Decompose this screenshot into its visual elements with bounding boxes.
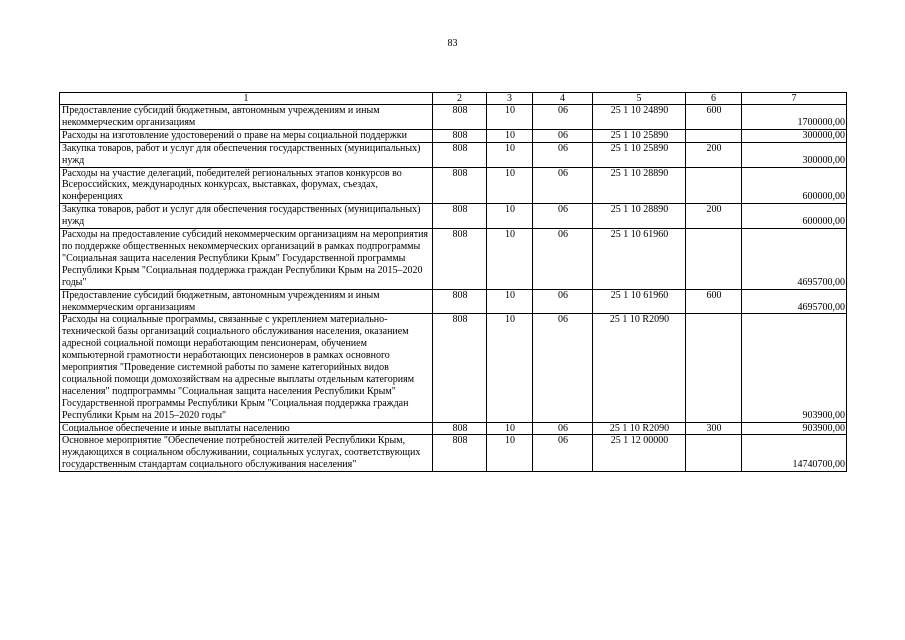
row-col5-cell: 25 1 10 R2090 (593, 422, 686, 435)
row-col5-cell: 25 1 10 61960 (593, 229, 686, 290)
row-col4-cell: 06 (533, 105, 593, 130)
header-cell-7: 7 (742, 93, 847, 105)
row-col4-cell: 06 (533, 435, 593, 472)
row-amount-cell: 903900,00 (742, 314, 847, 422)
row-col6-cell: 600 (686, 289, 742, 314)
row-col5-cell: 25 1 10 R2090 (593, 314, 686, 422)
row-name-cell: Расходы на предоставление субсидий некоммерческим организациям на мероприятия по поддержке общественных некоммерческих организаций в рамках подпрограммы "Социальная защита населения Республики Крым" Государственной программы Республики Крым "Социальная поддержка граждан Республики Крым на 2015–2020 годы" (60, 229, 433, 290)
row-amount-cell: 903900,00 (742, 422, 847, 435)
row-col3-cell: 10 (487, 314, 533, 422)
row-amount-cell: 1700000,00 (742, 105, 847, 130)
header-cell-1: 1 (60, 93, 433, 105)
row-col6-cell: 600 (686, 105, 742, 130)
row-col5-cell: 25 1 10 28890 (593, 204, 686, 229)
row-col6-cell (686, 167, 742, 204)
header-cell-2: 2 (433, 93, 487, 105)
row-col2-cell: 808 (433, 435, 487, 472)
row-name-cell: Закупка товаров, работ и услуг для обеспечения государственных (муниципальных) нужд (60, 204, 433, 229)
table-row (60, 229, 847, 290)
row-col4-cell: 06 (533, 314, 593, 422)
table-header-row (60, 93, 847, 105)
row-col2-cell: 808 (433, 142, 487, 167)
row-col2-cell: 808 (433, 105, 487, 130)
row-col3-cell: 10 (487, 142, 533, 167)
row-amount-cell: 600000,00 (742, 204, 847, 229)
row-col4-cell: 06 (533, 422, 593, 435)
header-cell-6: 6 (686, 93, 742, 105)
row-col5-cell: 25 1 10 24890 (593, 105, 686, 130)
row-name-cell: Предоставление субсидий бюджетным, автономным учреждениям и иным некоммерческим организациям (60, 289, 433, 314)
row-name-cell: Закупка товаров, работ и услуг для обеспечения государственных (муниципальных) нужд (60, 142, 433, 167)
row-col3-cell: 10 (487, 435, 533, 472)
row-name-cell: Расходы на изготовление удостоверений о праве на меры социальной поддержки (60, 129, 433, 142)
header-cell-3: 3 (487, 93, 533, 105)
table-row (60, 167, 847, 204)
row-col4-cell: 06 (533, 167, 593, 204)
row-name-cell: Предоставление субсидий бюджетным, автономным учреждениям и иным некоммерческим организациям (60, 105, 433, 130)
row-col5-cell: 25 1 10 28890 (593, 167, 686, 204)
row-amount-cell: 4695700,00 (742, 289, 847, 314)
row-col3-cell: 10 (487, 129, 533, 142)
row-col4-cell: 06 (533, 142, 593, 167)
row-col3-cell: 10 (487, 422, 533, 435)
row-amount-cell: 14740700,00 (742, 435, 847, 472)
row-name-cell: Социальное обеспечение и иные выплаты населению (60, 422, 433, 435)
row-col3-cell: 10 (487, 167, 533, 204)
table-row (60, 204, 847, 229)
row-col3-cell: 10 (487, 105, 533, 130)
budget-table (59, 92, 847, 472)
row-col5-cell: 25 1 10 61960 (593, 289, 686, 314)
row-amount-cell: 300000,00 (742, 129, 847, 142)
row-col6-cell: 200 (686, 142, 742, 167)
page-number: 83 (447, 38, 458, 49)
row-col6-cell (686, 314, 742, 422)
row-amount-cell: 4695700,00 (742, 229, 847, 290)
row-col3-cell: 10 (487, 289, 533, 314)
row-name-cell: Расходы на социальные программы, связанные с укреплением материально-технической базы организаций социального обслуживания населения, оказанием адресной социальной помощи неработающим пенсионерам, обучением компьютерной грамотности неработающих пенсионеров в рамках основного мероприятия "Проведение системной работы по замене категорийных видов социальной помощи домохозяйствам на адресные выплаты отдельным категориям населения" подпрограммы "Социальная защита населения Республики Крым" Государственной программы Республики Крым "Социальная поддержка граждан Республики Крым на 2015–2020 годы" (60, 314, 433, 422)
row-col2-cell: 808 (433, 289, 487, 314)
header-cell-4: 4 (533, 93, 593, 105)
row-amount-cell: 600000,00 (742, 167, 847, 204)
table-row (60, 142, 847, 167)
table-row (60, 314, 847, 422)
row-col4-cell: 06 (533, 289, 593, 314)
row-col4-cell: 06 (533, 229, 593, 290)
row-col2-cell: 808 (433, 204, 487, 229)
row-col5-cell: 25 1 10 25890 (593, 142, 686, 167)
row-col2-cell: 808 (433, 314, 487, 422)
header-cell-5: 5 (593, 93, 686, 105)
row-col3-cell: 10 (487, 204, 533, 229)
table-row (60, 105, 847, 130)
table-row (60, 289, 847, 314)
row-col6-cell (686, 229, 742, 290)
row-col6-cell (686, 435, 742, 472)
row-col3-cell: 10 (487, 229, 533, 290)
row-name-cell: Основное мероприятие "Обеспечение потребностей жителей Республики Крым, нуждающихся в социальном обслуживании, социальных услугах, соответствующих государственным стандартам социального обслуживания населения" (60, 435, 433, 472)
row-col2-cell: 808 (433, 167, 487, 204)
row-amount-cell: 300000,00 (742, 142, 847, 167)
row-col4-cell: 06 (533, 204, 593, 229)
table-row (60, 129, 847, 142)
row-col2-cell: 808 (433, 129, 487, 142)
row-col4-cell: 06 (533, 129, 593, 142)
row-col6-cell: 200 (686, 204, 742, 229)
row-col6-cell: 300 (686, 422, 742, 435)
row-col5-cell: 25 1 10 25890 (593, 129, 686, 142)
row-col5-cell: 25 1 12 00000 (593, 435, 686, 472)
row-name-cell: Расходы на участие делегаций, победителей региональных этапов конкурсов во Всероссийских, международных конкурсах, выставках, форумах, съездах, конференциях (60, 167, 433, 204)
row-col2-cell: 808 (433, 422, 487, 435)
row-col2-cell: 808 (433, 229, 487, 290)
table-row (60, 422, 847, 435)
row-col6-cell (686, 129, 742, 142)
table-row (60, 435, 847, 472)
